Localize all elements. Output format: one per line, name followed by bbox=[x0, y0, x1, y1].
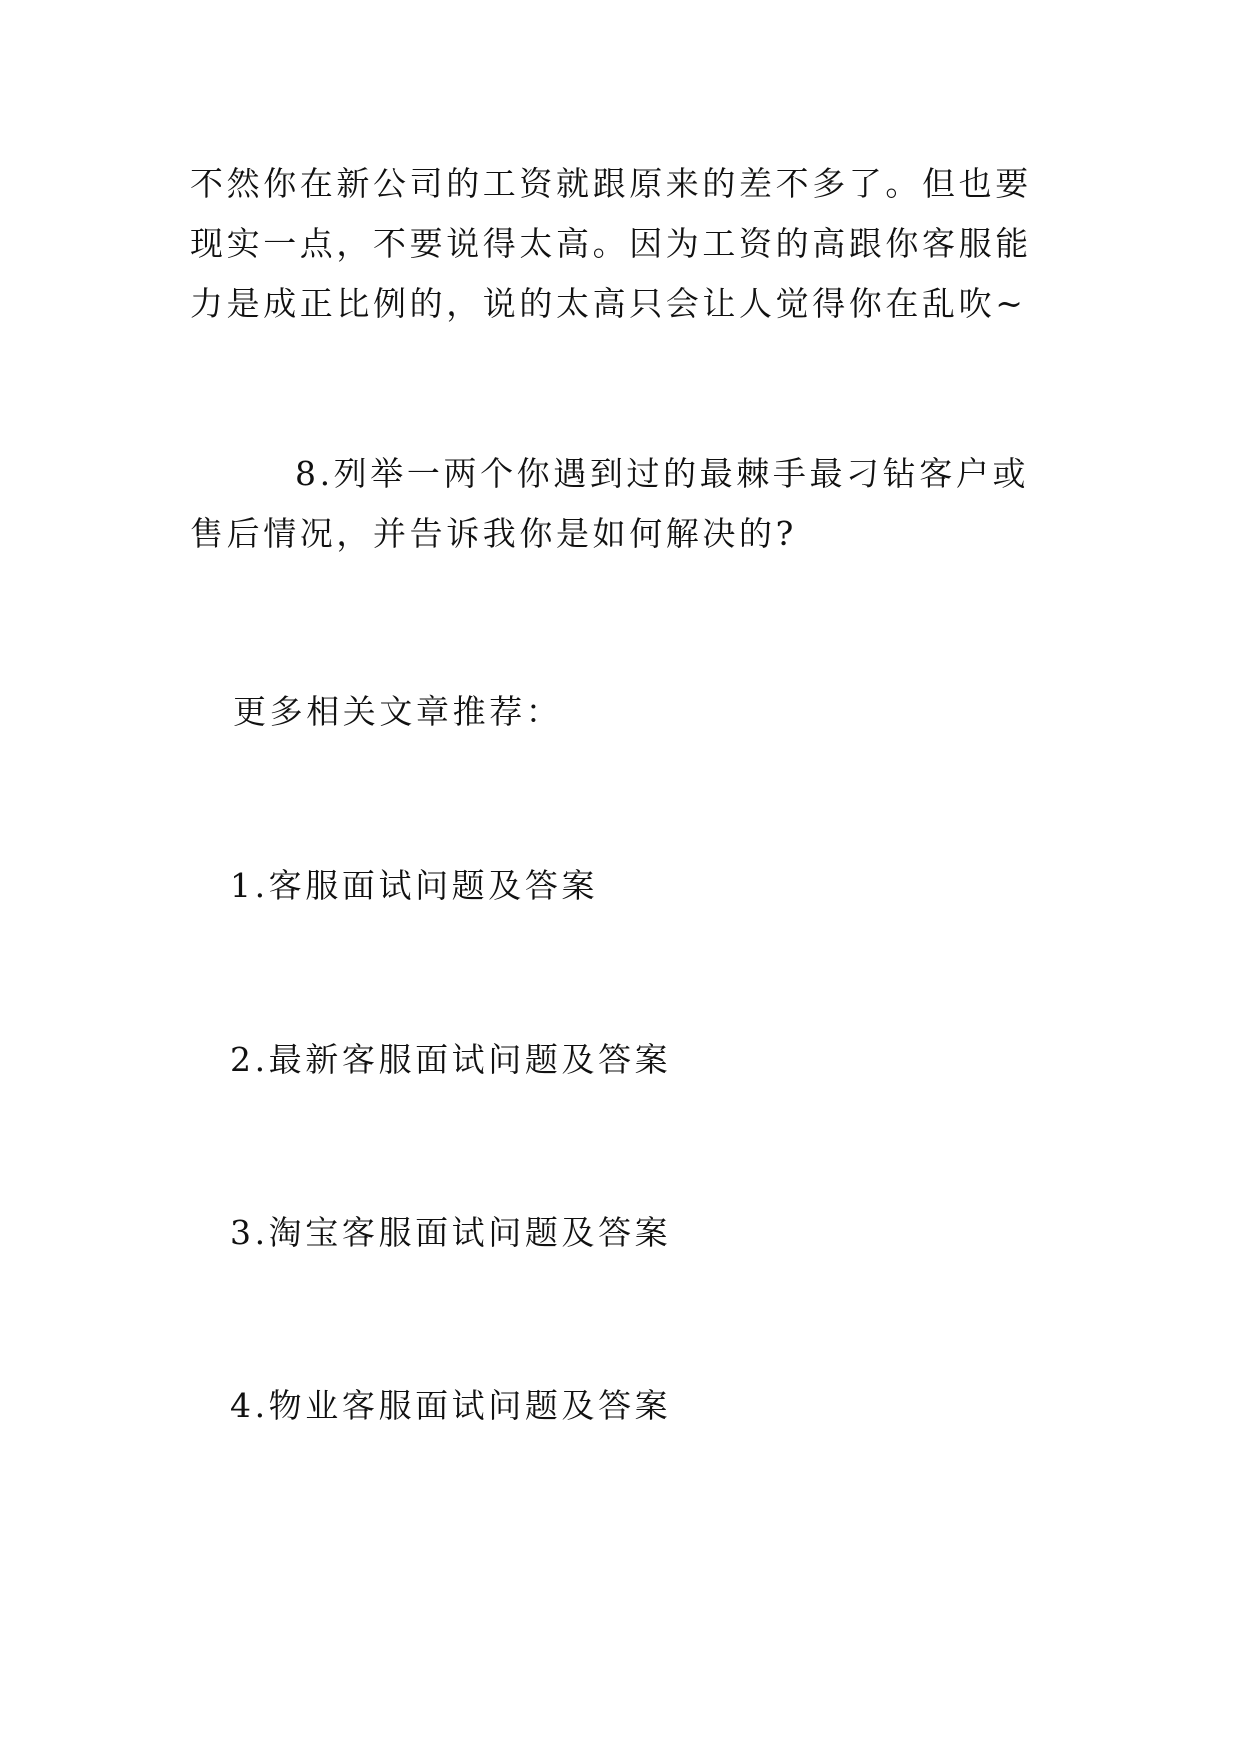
recommend-link-3[interactable]: 3.淘宝客服面试问题及答案 bbox=[230, 1213, 672, 1252]
recommend-link-2[interactable]: 2.最新客服面试问题及答案 bbox=[230, 1040, 672, 1079]
recommend-link-4[interactable]: 4.物业客服面试问题及答案 bbox=[230, 1386, 672, 1425]
body-paragraph-salary-advice: 不然你在新公司的工资就跟原来的差不多了。但也要现实一点，不要说得太高。因为工资的高跟你客服能力是成正比例的，说的太高只会让人觉得你在乱吹~ bbox=[190, 164, 1032, 323]
question-paragraph-8: 8.列举一两个你遇到过的最棘手最刁钻客户或售后情况，并告诉我你是如何解决的? bbox=[190, 454, 1030, 553]
recommend-link-1[interactable]: 1.客服面试问题及答案 bbox=[230, 866, 599, 905]
recommend-heading: 更多相关文章推荐： bbox=[233, 692, 563, 731]
